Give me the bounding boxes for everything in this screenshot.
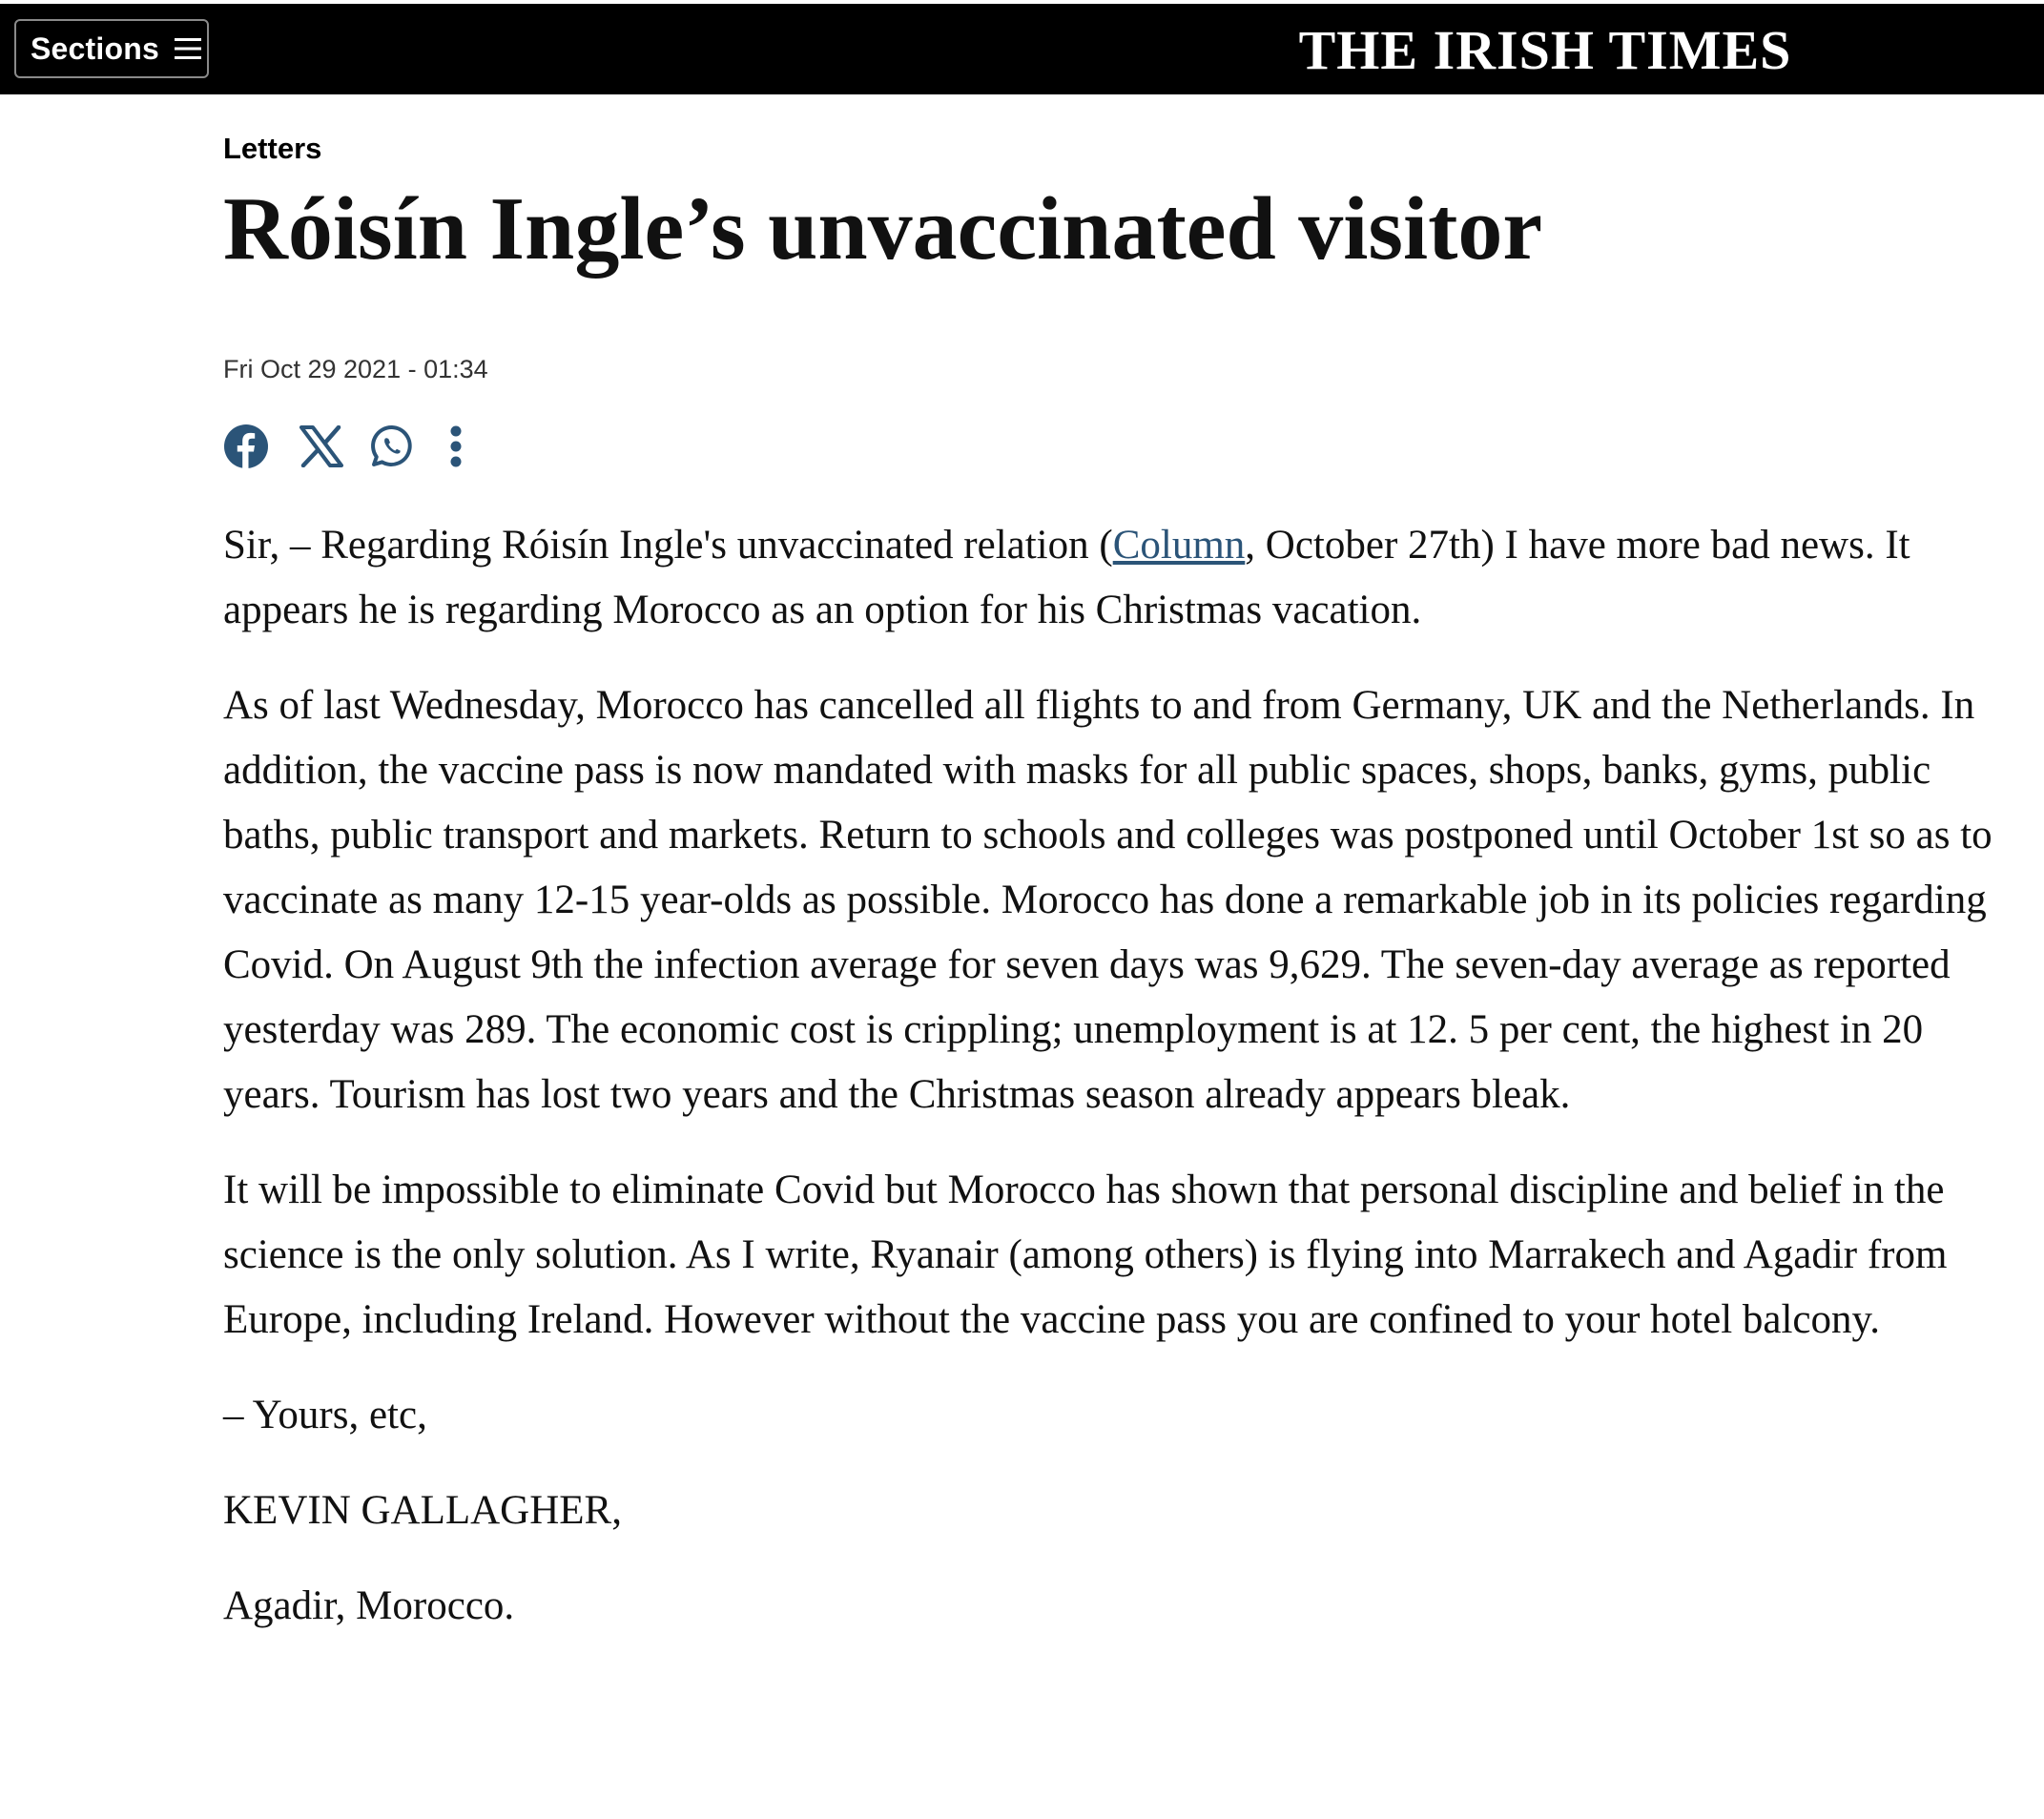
sections-menu-button[interactable] — [14, 19, 209, 78]
paragraph-2: As of last Wednesday, Morocco has cancelled all flights to and from Germany, UK and the Netherlands. In addition, the vaccine pass is now mandated with masks for all public spaces, shops, banks, gyms, public baths, public transport and markets. Return to schools and colleges was postponed until October 1st so as to vaccinate as many 12-15 year-olds as possible. Morocco has done a remarkable job in its policies regarding Covid. On August 9th the infection average for seven days was 9,629. The seven-day average as reported yesterday was 289. The economic cost is crippling; unemployment is at 12. 5 per cent, the highest in 20 years. Tourism has lost two years and the Christmas season already appears bleak. — [223, 683, 1992, 1117]
x-icon[interactable] — [299, 425, 343, 467]
paragraph-3: It will be impossible to eliminate Covid but Morocco has shown that personal discipline and belief in the science is the only solution. As I write, Ryanair (among others) is flying into Marrakech and Agadir from Europe, including Ireland. However without the vaccine pass you are confined to your hotel balcony. — [223, 1168, 1948, 1342]
whatsapp-icon[interactable] — [370, 424, 414, 468]
article-body — [223, 513, 2016, 1669]
section-kicker[interactable]: Letters — [223, 132, 322, 165]
paragraph-1-rest: , October 27th) I have more bad news. It appears he is regarding Morocco as an option for his Christmas vacation. — [223, 523, 1910, 632]
publish-date: Fri Oct 29 2021 - 01:34 — [223, 355, 488, 383]
paragraph-1 — [223, 513, 2016, 643]
article-title: Róisín Ingle’s unvaccinated visitor — [223, 179, 1543, 279]
site-logo[interactable]: THE IRISH TIMES — [1298, 19, 1792, 81]
signoff: – Yours, etc, — [223, 1393, 427, 1437]
more-vertical-icon[interactable] — [448, 424, 464, 468]
author-location: Agadir, Morocco. — [223, 1583, 515, 1628]
top-navigation-bar — [0, 4, 2044, 94]
column-link[interactable]: Column — [1112, 523, 1246, 568]
sections-button-label: Sections — [31, 31, 159, 66]
paragraph-1-intro: Sir, – Regarding Róisín Ingle's unvaccinated relation ( — [223, 523, 1113, 568]
share-bar — [223, 420, 464, 473]
hamburger-menu-icon — [175, 37, 201, 60]
author-name: KEVIN GALLAGHER, — [223, 1488, 622, 1533]
facebook-icon[interactable] — [223, 424, 269, 469]
